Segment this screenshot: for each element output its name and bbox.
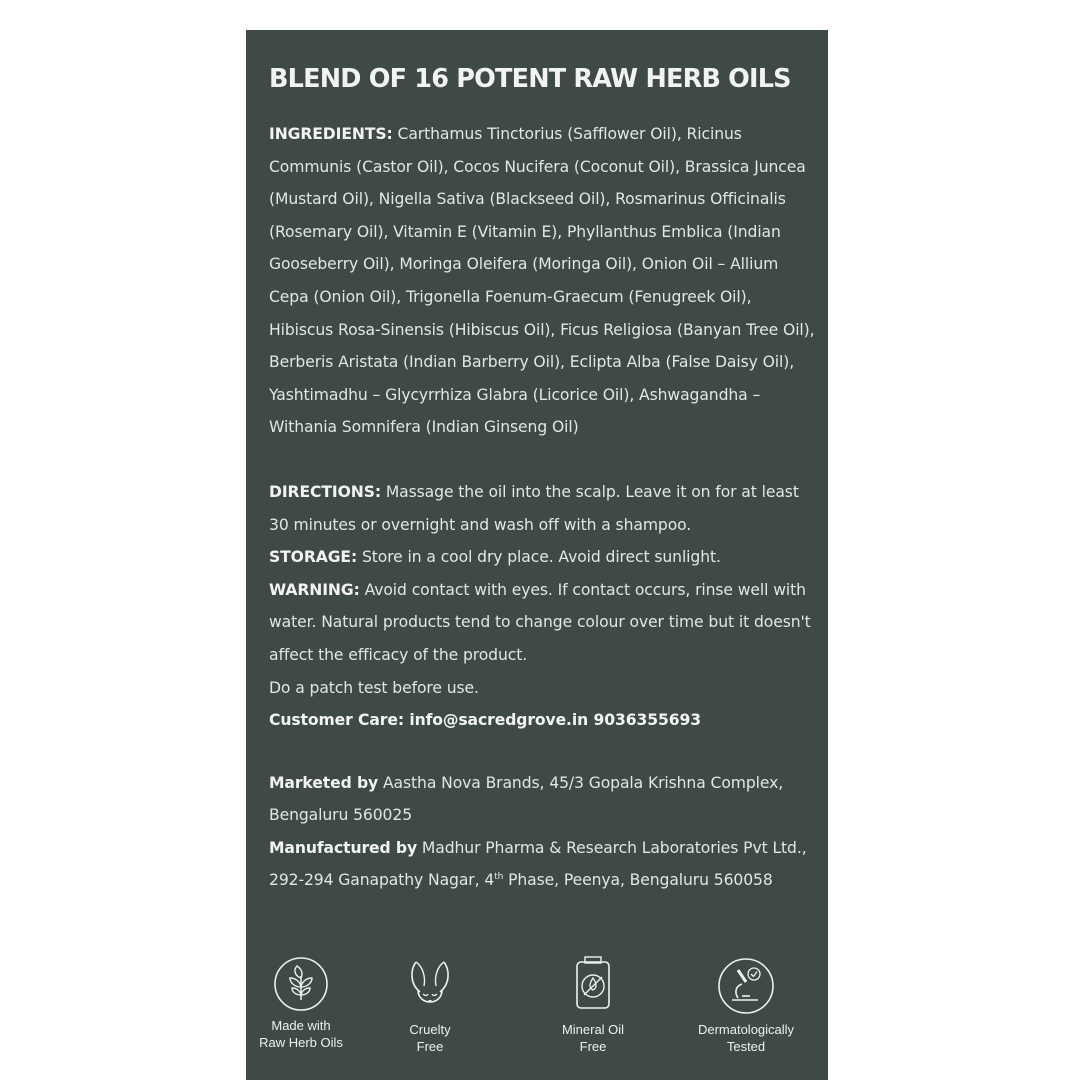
storage-label: STORAGE:: [269, 548, 358, 567]
warning-block: [269, 574, 816, 672]
badge-label-raw-herb: Made with Raw Herb Oils: [259, 1018, 343, 1050]
warning-label: WARNING:: [269, 580, 360, 599]
manufactured-text-1: Madhur Pharma & Research Laboratories Pvt Ltd., 292-294 Ganapathy Nagar, 4: [269, 838, 807, 890]
badge-label-mineral-oil-free: Mineral Oil Free: [561, 1022, 625, 1054]
product-label-panel: [246, 30, 828, 1080]
directions-text: Massage the oil into the scalp. Leave it on for at least 30 minutes or overnight and wash off with a shampoo.: [269, 482, 799, 534]
badge-label-cruelty-free: Cruelty Free: [409, 1022, 451, 1054]
badge-label-dermatologically-tested: Dermatologically Tested: [697, 1022, 795, 1054]
heading: BLEND OF 16 POTENT RAW HERB OILS: [269, 64, 791, 94]
manufactured-superscript: th: [494, 872, 504, 883]
marketed-label: Marketed by: [269, 773, 379, 792]
directions-label: DIRECTIONS:: [269, 482, 381, 501]
microscope-icon: [716, 956, 776, 1016]
badge-row: [246, 956, 828, 1056]
patch-test-text: Do a patch test before use.: [269, 678, 479, 697]
directions-block: [269, 476, 816, 541]
manufactured-text-2: Phase, Peenya, Bengaluru 560058: [508, 871, 773, 890]
ingredients-text: Carthamus Tinctorius (Safflower Oil), Ricinus Communis (Castor Oil), Cocos Nucifera (Coconut Oil), Brassica Juncea (Mustard Oil), Nigella Sativa (Blackseed Oil), Rosmarinus Officinalis (Rosemary Oil), Vitamin E (Vitamin E), Phyllanthus Emblica (Indian Gooseberry Oil), Moringa Oleifera (Moringa Oil), Onion Oil – Allium Cepa (Onion Oil), Trigonella Foenum-Graecum (Fenugreek Oil), Hibiscus Rosa-Sinensis (Hibiscus Oil), Ficus Religiosa (Banyan Tree Oil), Berberis Aristata (Indian Barberry Oil), Eclipta Alba (False Daisy Oil), Yashtimadhu – Glycyrrhiza Glabra (Licorice Oil), Ashwagandha – Withania Somnifera (Indian Ginseng Oil): [269, 125, 815, 437]
marketed-block: [269, 767, 816, 832]
ingredients-label: INGREDIENTS:: [269, 125, 393, 143]
no-mineral-oil-icon: [565, 956, 621, 1016]
marketed-text: Aastha Nova Brands, 45/3 Gopala Krishna Complex, Bengaluru 560025: [269, 773, 784, 825]
leaves-icon: [273, 956, 329, 1012]
storage-block: [269, 541, 816, 574]
badge-mineral-oil-free: [523, 956, 663, 1055]
badge-raw-herb: [231, 956, 371, 1051]
warning-text: Avoid contact with eyes. If contact occurs, rinse well with water. Natural products tend to change colour over time but it doesn't affect the efficacy of the product.: [269, 580, 811, 664]
customer-care: [269, 704, 816, 737]
manufactured-block: [269, 832, 816, 897]
badge-cruelty-free: [360, 956, 500, 1055]
rabbit-icon: [400, 956, 460, 1016]
storage-text: Store in a cool dry place. Avoid direct sunlight.: [361, 548, 721, 567]
ingredients-block: [269, 118, 816, 444]
customer-care-text: Customer Care: info@sacredgrove.in 9036355693: [269, 711, 701, 730]
manufactured-label: Manufactured by: [269, 838, 418, 857]
badge-dermatologically-tested: [676, 956, 816, 1055]
